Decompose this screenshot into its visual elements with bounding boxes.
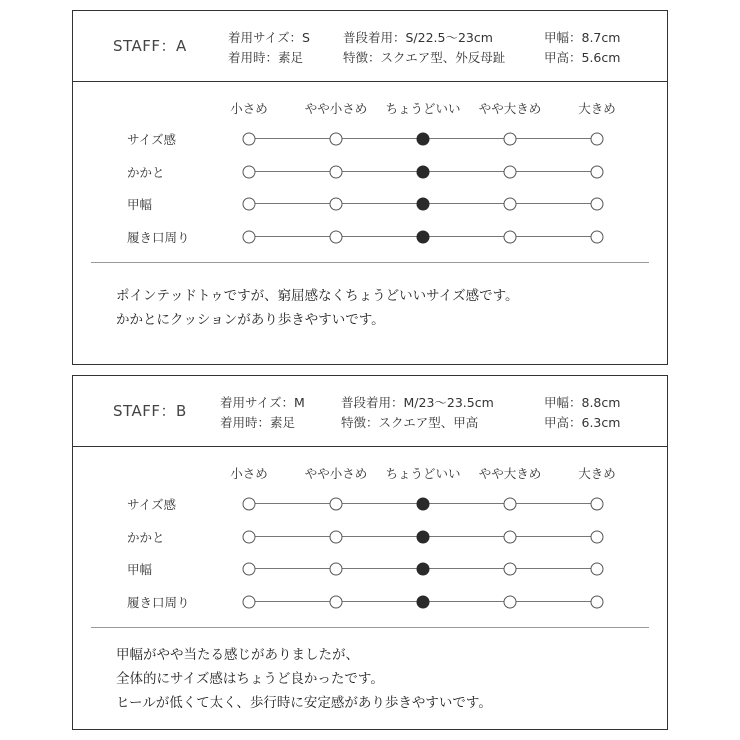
wear-condition: 着用時：素足 [220,415,296,430]
usual-size: 普段着用：S/22.5～23cm [343,30,493,45]
rating-dot [591,197,604,210]
rating-dot [243,197,256,210]
comment-line: ポインテッドトゥですが、窮屈感なくちょうどいいサイズ感です。 [116,288,519,304]
scale-label: やや小さめ [304,101,368,116]
rating-dot-selected [417,165,430,178]
rating-dot [591,530,604,543]
rating-row-label: 甲幅 [127,562,153,577]
scale-label: ちょうどいい [385,466,461,481]
rating-dot-selected [417,197,430,210]
scale-label: 大きめ [578,466,616,481]
divider [91,262,649,263]
rating-row-label: かかと [127,530,165,545]
staff-card-b [72,375,668,730]
rating-dot [330,530,343,543]
rating-dot [591,132,604,145]
scale-label: やや大きめ [478,101,542,116]
rating-dot [330,497,343,510]
staff-name: STAFF：B [113,402,187,420]
wear-size: 着用サイズ：S [228,30,310,45]
rating-dot [330,132,343,145]
rating-row-label: 履き口周り [127,595,190,610]
rating-dot [504,530,517,543]
comment-line: かかとにクッションがあり歩きやすいです。 [116,312,385,328]
rating-row-label: かかと [127,165,165,180]
rating-dot-selected [417,562,430,575]
rating-dot [243,530,256,543]
rating-dot-selected [417,132,430,145]
wear-condition: 着用時：素足 [228,50,304,65]
instep-width: 甲幅：8.7cm [544,30,621,45]
usual-size: 普段着用：M/23～23.5cm [341,395,494,410]
card-header [73,11,667,82]
scale-label: 大きめ [578,101,616,116]
card-header [73,376,667,447]
rating-dot-selected [417,230,430,243]
rating-dot [330,230,343,243]
rating-dot [504,197,517,210]
rating-dot-selected [417,497,430,510]
rating-row-label: 履き口周り [127,230,190,245]
rating-dot-selected [417,530,430,543]
rating-dot [591,230,604,243]
rating-dot [330,197,343,210]
rating-dot [243,230,256,243]
scale-label: やや小さめ [304,466,368,481]
rating-row-label: 甲幅 [127,197,153,212]
scale-label: 小さめ [230,466,268,481]
comment-line: 甲幅がやや当たる感じがありましたが、 [116,647,359,663]
rating-row-label: サイズ感 [127,497,177,512]
rating-dot [243,165,256,178]
rating-row-label: サイズ感 [127,132,177,147]
rating-dot [243,132,256,145]
staff-card-a [72,10,668,365]
rating-dot [330,562,343,575]
foot-feature: 特徴：スクエア型、外反母趾 [343,50,506,65]
instep-height: 甲高：5.6cm [544,50,621,65]
rating-dot [591,497,604,510]
wear-size: 着用サイズ：M [220,395,305,410]
divider [91,627,649,628]
staff-name: STAFF：A [113,37,187,55]
rating-dot [591,595,604,608]
rating-dot-selected [417,595,430,608]
rating-dot [504,230,517,243]
comment-line: ヒールが低くて太く、歩行時に安定感があり歩きやすいです。 [116,695,492,711]
comment-line: 全体的にサイズ感はちょうど良かったです。 [116,671,384,687]
rating-dot [330,595,343,608]
rating-dot [504,132,517,145]
rating-dot [591,562,604,575]
rating-dot [504,165,517,178]
scale-label: ちょうどいい [385,101,461,116]
instep-width: 甲幅：8.8cm [544,395,621,410]
rating-dot [330,165,343,178]
rating-dot [504,497,517,510]
rating-dot [591,165,604,178]
scale-label: 小さめ [230,101,268,116]
rating-dot [243,497,256,510]
rating-dot [243,595,256,608]
rating-dot [243,562,256,575]
rating-dot [504,595,517,608]
scale-label: やや大きめ [478,466,542,481]
rating-dot [504,562,517,575]
foot-feature: 特徴：スクエア型、甲高 [341,415,479,430]
instep-height: 甲高：6.3cm [544,415,621,430]
